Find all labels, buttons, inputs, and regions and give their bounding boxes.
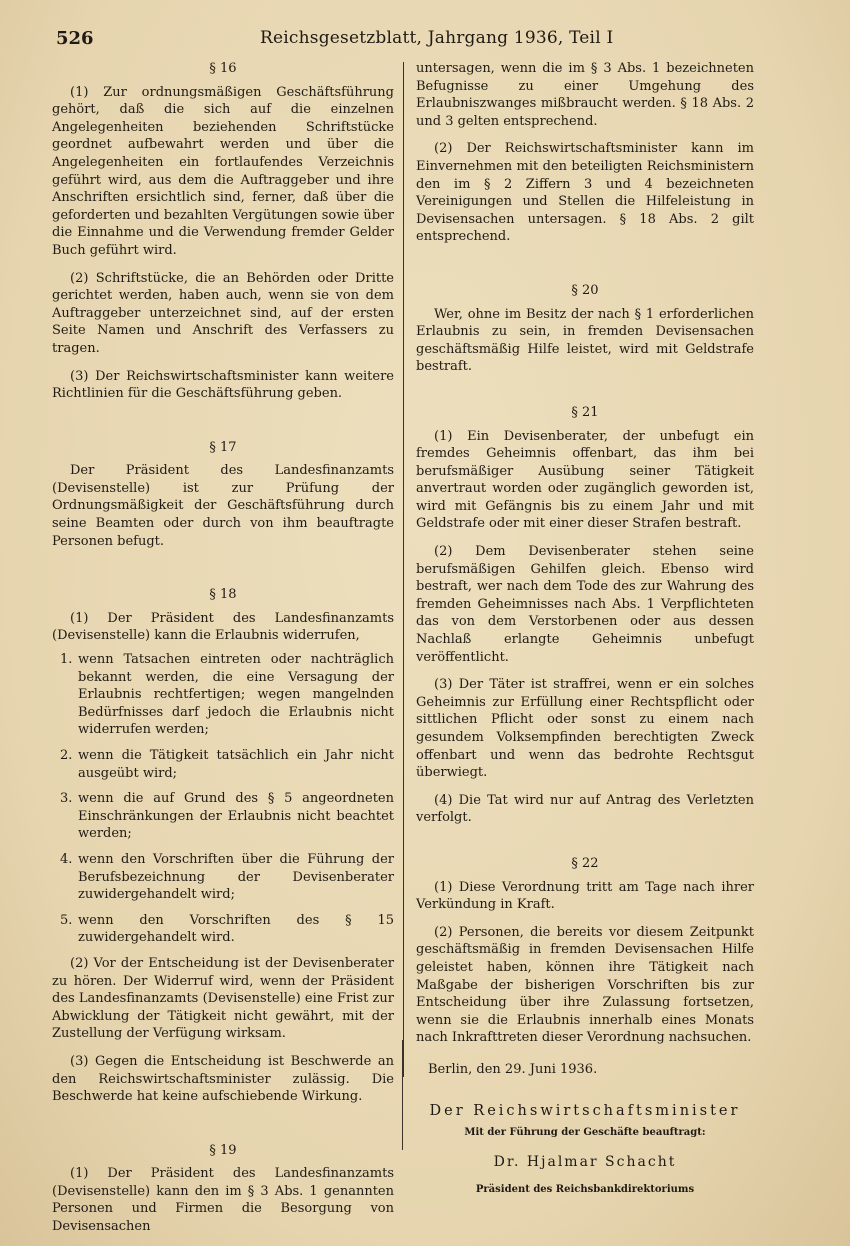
list-item: 2. wenn die Tätigkeit tatsächlich ein Jahr nicht ausgeübt wird;: [60, 748, 394, 781]
section-18-para-2: (2) Vor der Entscheidung ist der Devisenberater zu hören. Der Widerruf wird, wenn der Präsident des Landesfinanzamts (Devisenstelle) eine Frist zur Abwicklung der Tätigkeit nicht gewährt, mit der Zustellung der Verfügung wirksam.: [52, 955, 394, 1042]
list-item: 3. wenn die auf Grund des § 5 angeordneten Einschränkungen der Erlaubnis nicht beachtet werden;: [60, 791, 394, 842]
page-number: 526: [56, 28, 94, 49]
section-18-heading: § 18: [209, 587, 237, 603]
section-21-para-3: (3) Der Täter ist straffrei, wenn er ein solches Geheimnis zur Erfüllung einer Rechtspflicht oder sittlichen Pflicht oder sonst zu einem nach gesundem Volksempfinden berechtigten Zweck offenbart und wenn das bedrohte Rechtsgut überwiegt.: [416, 677, 754, 781]
section-18-intro: (1) Der Präsident des Landesfinanzamts (Devisenstelle) kann die Erlaubnis widerrufen,: [52, 610, 394, 644]
section-17-para-1: Der Präsident des Landesfinanzamts (Devisenstelle) ist zur Prüfung der Ordnungsmäßigkeit der Geschäftsführung durch seine Beamten oder durch von ihm beauftragte Personen befugt.: [52, 463, 394, 549]
section-22-para-1: (1) Diese Verordnung tritt am Tage nach ihrer Verkündung in Kraft.: [416, 879, 754, 913]
section-18-para-3: (3) Gegen die Entscheidung ist Beschwerde an den Reichswirtschaftsminister zulässig. Die Beschwerde hat keine aufschiebende Wirkung.: [52, 1053, 394, 1105]
signatory-title: Präsident des Reichsbankdirektoriums: [475, 1184, 695, 1196]
list-item: 4. wenn den Vorschriften über die Führung der Berufsbezeichnung der Devisenberater zuwidergehandelt wird;: [60, 851, 394, 903]
section-19-para-2: (2) Der Reichswirtschaftsminister kann im Einvernehmen mit den beteiligten Reichsministern den im § 2 Ziffern 3 und 4 bezeichneten Vereinigungen und Stellen die Hilfeleistung in Devisensachen untersagen. § 18 Abs. 2 gilt entsprechend.: [416, 141, 754, 245]
list-item: 1. wenn Tatsachen eintreten oder nachträglich bekannt werden, die eine Versagung der Erlaubnis rechtfertigen; wegen mangelnden Bedürfnisses darf jedoch die Erlaubnis nicht widerrufen werden;: [60, 652, 394, 738]
section-16-heading: § 16: [209, 61, 237, 76]
place-date: Berlin, den 29. Juni 1936.: [428, 1061, 598, 1077]
left-column: [52, 60, 394, 1246]
section-20-heading: § 20: [571, 282, 599, 298]
section-22-para-2: (2) Personen, die bereits vor diesem Zeitpunkt geschäftsmäßig in fremden Devisensachen Hilfe geleistet haben, können ihre Tätigkeit nach Maßgabe der bisherigen Vorschriften bis zur Entscheidung über ihre Zulassung fortsetzen, wenn sie die Erlaubnis innerhalb eines Monats nach Inkrafttreten dieser Verordnung nachsuchen.: [416, 924, 754, 1046]
section-21-para-1: (1) Ein Devisenberater, der unbefugt ein fremdes Geheimnis offenbart, das ihm bei berufsmäßiger Ausübung seiner Tätigkeit anvertraut worden oder zugänglich geworden ist, wird mit Gefängnis bis zu einem Jahr und mit Geldstrafe oder mit einer dieser Strafen bestraft.: [416, 428, 754, 532]
minister-title: Der Reichswirtschaftsminister: [429, 1102, 741, 1119]
section-21-para-4: (4) Die Tat wird nur auf Antrag des Verletzten verfolgt.: [416, 792, 754, 826]
signatory-name: Dr. Hjalmar Schacht: [493, 1153, 677, 1170]
section-16-para-1: (1) Zur ordnungsmäßigen Geschäftsführung gehört, daß die sich auf die einzelnen Angelegenheiten beziehenden Schriftstücke geordnet aufbewahrt werden und über die Angelegenheiten ein fortlaufendes Verzeichnis geführt wird, aus dem die Auftraggeber und ihre Anschriften ersichtlich sind, ferner, daß über die geforderten und bezahlten Vergütungen sowie über die Einnahme und die Verwendung fremder Gelder Buch geführt wird.: [52, 84, 394, 258]
page-header: [48, 28, 768, 54]
section-16-para-3: (3) Der Reichswirtschaftsminister kann weitere Richtlinien für die Geschäftsführung geben.: [52, 368, 394, 402]
section-19-para-1: (1) Der Präsident des Landesfinanzamts (Devisenstelle) kann den im § 3 Abs. 1 genannten Personen und Firmen die Besorgung von Devisensachen: [52, 1166, 394, 1235]
section-16-para-2: (2) Schriftstücke, die an Behörden oder Dritte gerichtet werden, haben auch, wenn sie von dem Auftraggeber unterzeichnet sind, auf der ersten Seite Namen und Anschrift des Verfassers zu tragen.: [52, 270, 394, 356]
signature-divider: [402, 1040, 403, 1150]
signature-block: [416, 1103, 754, 1199]
right-column: [416, 60, 754, 1199]
running-title: Reichsgesetzblatt, Jahrgang 1936, Teil I: [260, 28, 614, 48]
section-19-continuation: untersagen, wenn die im § 3 Abs. 1 bezeichneten Befugnisse zu einer Umgehung des Erlaubniszwanges mißbraucht werden. § 18 Abs. 2 und 3 gelten entsprechend.: [416, 61, 754, 129]
section-22-heading: § 22: [571, 855, 599, 871]
section-18-list: [52, 651, 394, 947]
mandate-note: Mit der Führung der Geschäfte beauftragt:: [464, 1127, 706, 1139]
section-21-para-2: (2) Dem Devisenberater stehen seine berufsmäßigen Gehilfen gleich. Ebenso wird bestraft, wer nach dem Tode des zur Wahrung des fremden Geheimnisses nach Abs. 1 Verpflichteten das von dem Verstorbenen oder aus dessen Nachlaß erlangte Geheimnis unbefugt veröffentlicht.: [416, 544, 754, 665]
section-19-heading: § 19: [209, 1142, 237, 1158]
section-21-heading: § 21: [571, 404, 599, 420]
column-divider: [403, 62, 404, 1077]
list-item: 5. wenn den Vorschriften des § 15 zuwidergehandelt wird.: [60, 912, 394, 946]
section-20-para-1: Wer, ohne im Besitz der nach § 1 erforderlichen Erlaubnis zu sein, in fremden Devisensachen geschäftsmäßig Hilfe leistet, wird mit Geldstrafe bestraft.: [416, 306, 754, 375]
section-17-heading: § 17: [209, 439, 237, 455]
